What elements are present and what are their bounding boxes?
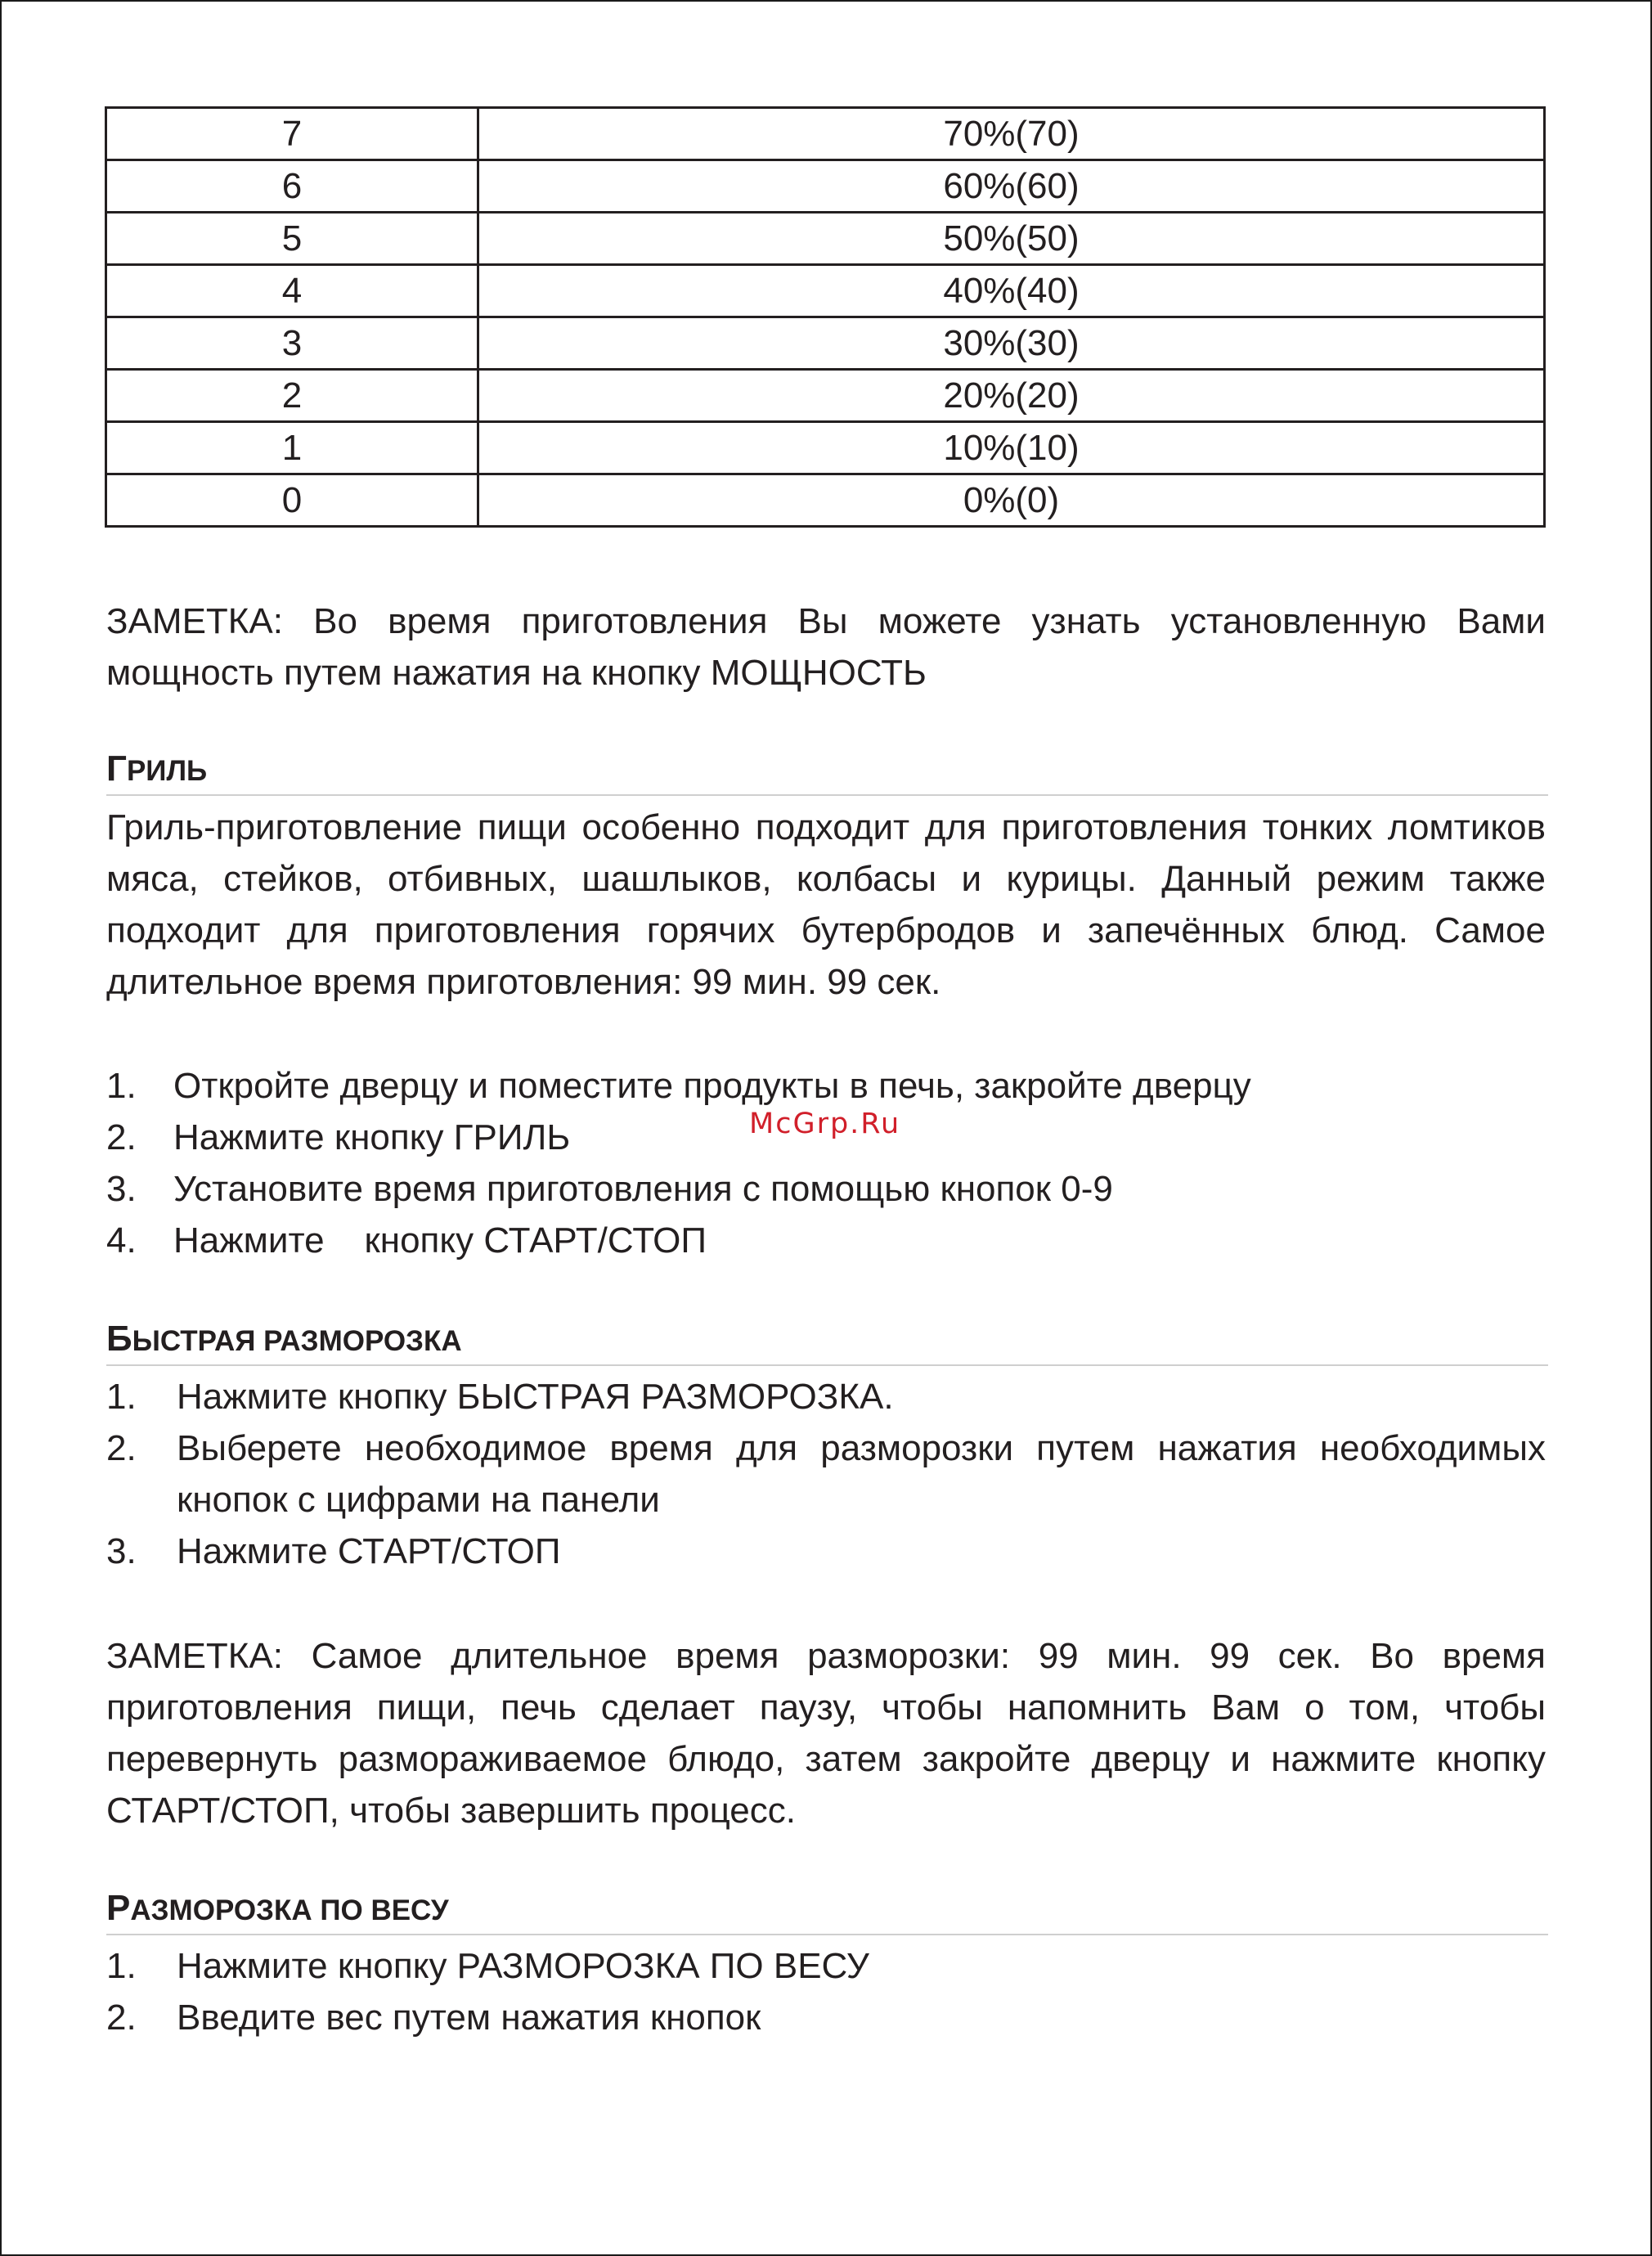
power-level-table: [105, 106, 1546, 528]
step-number: 2.: [106, 1428, 137, 1468]
grill-description: Гриль-приготовление пищи особенно подходит для приготовления тонких ломтиков мяса, стейков, отбивных, шашлыков, колбасы и курицы. Данный режим также подходит для приготовления горячих бутербродов и запечённых блюд. Самое длительное время приготовления: 99 мин. 99 сек.: [106, 807, 1546, 1002]
quick-defrost-heading-initial: Б: [106, 1319, 132, 1359]
list-item: [106, 1060, 1546, 1112]
power-note: ЗАМЕТКА: Во время приготовления Вы можете узнать установленную Вами мощность путем нажатия на кнопку МОЩНОСТЬ: [106, 601, 1546, 693]
step-number: 1.: [106, 1946, 137, 1986]
step-number: 1.: [106, 1066, 137, 1106]
step-number: 4.: [106, 1220, 137, 1261]
power-level-cell: 1: [106, 422, 478, 474]
list-item: [106, 1940, 1546, 1992]
step-text: Нажмите кнопку ГРИЛЬ: [173, 1117, 571, 1157]
list-item: [106, 1371, 1546, 1422]
step-text: Установите время приготовления с помощью кнопок 0-9: [173, 1169, 1113, 1209]
quick-defrost-steps: [106, 1371, 1556, 1577]
quick-defrost-heading: [106, 1319, 1548, 1366]
power-level-cell: 5: [106, 213, 478, 265]
power-percent-cell: 60%(60): [478, 160, 1545, 213]
step-text: Нажмите кнопку РАЗМОРОЗКА ПО ВЕСУ: [177, 1946, 869, 1986]
table-row: [106, 474, 1545, 527]
weight-defrost-heading: [106, 1888, 1548, 1935]
list-item: [106, 1526, 1546, 1577]
step-number: 1.: [106, 1377, 137, 1417]
defrost-note: ЗАМЕТКА: Самое длительное время разморозки: 99 мин. 99 сек. Во время приготовления пищи, печь сделает паузу, чтобы напомнить Вам о том, чтобы перевернуть размораживаемое блюдо, затем закройте дверцу и нажмите кнопку СТАРТ/СТОП, чтобы завершить процесс.: [106, 1636, 1546, 1831]
step-text: Нажмите кнопку СТАРТ/СТОП: [173, 1220, 707, 1261]
table-row: [106, 108, 1545, 160]
power-percent-cell: 0%(0): [478, 474, 1545, 527]
step-number: 2.: [106, 1998, 137, 2038]
watermark-text: McGrp.Ru: [749, 1108, 901, 1140]
power-level-cell: 3: [106, 317, 478, 370]
step-text: Введите вес путем нажатия кнопок: [177, 1998, 761, 2038]
list-item: [106, 1992, 1546, 2043]
weight-defrost-heading-initial: Р: [106, 1888, 131, 1928]
table-row: [106, 370, 1545, 422]
step-number: 3.: [106, 1169, 137, 1209]
power-level-cell: 6: [106, 160, 478, 213]
grill-heading-initial: Г: [106, 748, 127, 789]
grill-steps: [106, 1060, 1546, 1266]
weight-defrost-steps: [106, 1940, 1546, 2043]
step-text: Нажмите кнопку БЫСТРАЯ РАЗМОРОЗКА.: [177, 1377, 894, 1417]
table-row: [106, 213, 1545, 265]
quick-defrost-heading-rest: ЫСТРАЯ РАЗМОРОЗКА: [132, 1325, 462, 1357]
table-row: [106, 160, 1545, 213]
step-text: Нажмите СТАРТ/СТОП: [177, 1531, 561, 1571]
power-level-cell: 7: [106, 108, 478, 160]
power-percent-cell: 50%(50): [478, 213, 1545, 265]
grill-heading: [106, 748, 1548, 796]
list-item: [106, 1215, 1546, 1266]
table-row: [106, 317, 1545, 370]
step-number: 2.: [106, 1117, 137, 1157]
weight-defrost-heading-rest: АЗМОРОЗКА ПО ВЕСУ: [130, 1894, 449, 1926]
list-item: [106, 1163, 1546, 1215]
power-level-cell: 2: [106, 370, 478, 422]
step-text: Откройте дверцу и поместите продукты в печь, закройте дверцу: [173, 1066, 1251, 1106]
power-percent-cell: 30%(30): [478, 317, 1545, 370]
power-percent-cell: 40%(40): [478, 265, 1545, 317]
table-row: [106, 422, 1545, 474]
power-percent-cell: 20%(20): [478, 370, 1545, 422]
step-number: 3.: [106, 1531, 137, 1571]
step-text: Выберете необходимое время для разморозки путем нажатия необходимых кнопок с цифрами на панели: [177, 1428, 1556, 1520]
table-row: [106, 265, 1545, 317]
power-percent-cell: 70%(70): [478, 108, 1545, 160]
power-level-cell: 0: [106, 474, 478, 527]
list-item: [106, 1422, 1556, 1526]
power-percent-cell: 10%(10): [478, 422, 1545, 474]
grill-heading-rest: РИЛЬ: [126, 755, 208, 787]
power-level-cell: 4: [106, 265, 478, 317]
